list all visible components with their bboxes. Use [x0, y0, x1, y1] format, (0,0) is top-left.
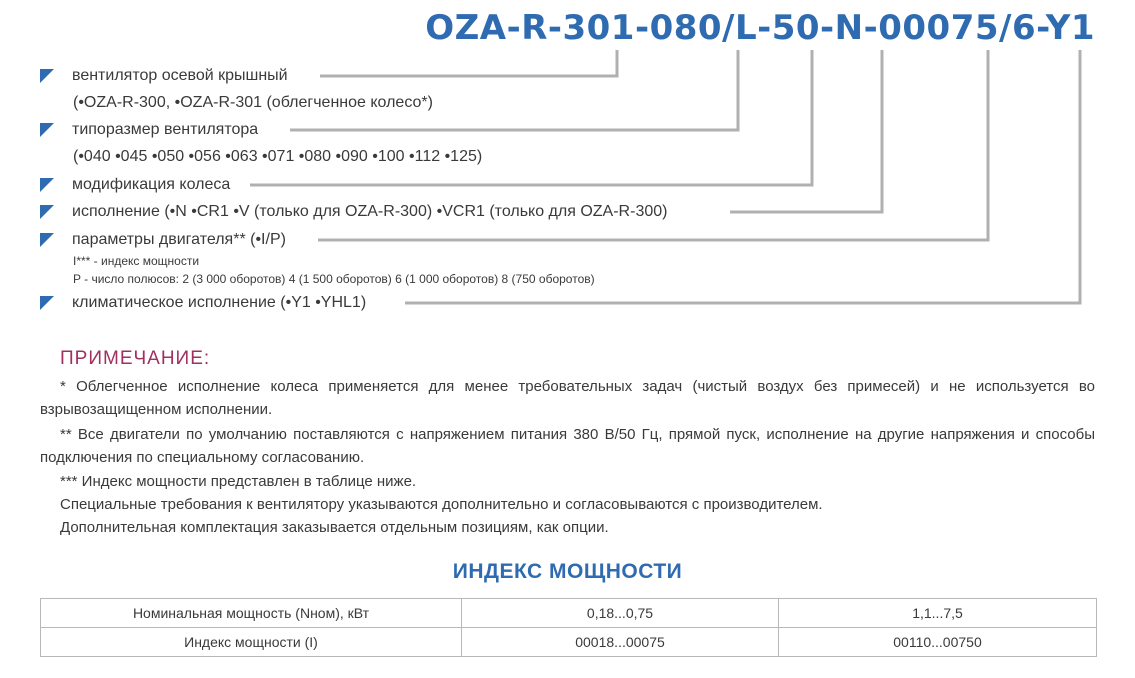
- triangle-bullet-icon: [40, 123, 54, 137]
- product-code: OZA-R-301-080/L-50-N-00075/6-Y1: [425, 8, 1095, 48]
- legend-note: I*** - индекс мощности: [73, 254, 200, 268]
- legend-note: P - число полюсов: 2 (3 000 оборотов) 4 (1 500 оборотов) 6 (1 000 оборотов) 8 (750 оборотов): [73, 272, 595, 286]
- triangle-bullet-icon: [40, 69, 54, 83]
- triangle-bullet-icon: [40, 178, 54, 192]
- legend-sub: (•OZA-R-300, •OZA-R-301 (облегченное колесо*): [73, 94, 433, 111]
- table-cell: 0,18...0,75: [462, 599, 779, 628]
- legend-item-wheel: [40, 174, 236, 196]
- table-row: [41, 628, 1097, 657]
- power-index-table: [40, 598, 1097, 657]
- legend-label: параметры двигателя** (•I/P): [72, 231, 292, 249]
- connector-line-2: [290, 50, 738, 130]
- legend-item-climate: [40, 292, 372, 314]
- note-paragraph: *** Индекс мощности представлен в таблице ниже.: [60, 473, 417, 490]
- table-cell: Номинальная мощность (Nном), кВт: [41, 599, 462, 628]
- power-table-title: ИНДЕКС МОЩНОСТИ: [452, 560, 683, 583]
- triangle-bullet-icon: [40, 205, 54, 219]
- triangle-bullet-icon: [40, 296, 54, 310]
- legend-label: модификация колеса: [72, 176, 236, 194]
- note-paragraph: Специальные требования к вентилятору указываются дополнительно и согласовываются с производителем.: [60, 496, 823, 513]
- connector-line-4: [730, 50, 882, 212]
- table-cell: 00110...00750: [779, 628, 1097, 657]
- table-cell: 00018...00075: [462, 628, 779, 657]
- legend-label: вентилятор осевой крышный: [72, 67, 294, 85]
- table-cell: Индекс мощности (I): [41, 628, 462, 657]
- legend-label: климатическое исполнение (•Y1 •YHL1): [72, 294, 372, 312]
- legend-item-fan-type: [40, 65, 294, 87]
- connector-line-1: [320, 50, 617, 76]
- legend-label: типоразмер вентилятора: [72, 121, 264, 139]
- note-paragraph: ** Все двигатели по умолчанию поставляются с напряжением питания 380 В/50 Гц, прямой пуск, исполнение на другие напряжения и способы подключения по специальному согласованию.: [40, 426, 1095, 466]
- legend-item-version: [40, 201, 673, 223]
- triangle-bullet-icon: [40, 233, 54, 247]
- legend-label: исполнение (•N •CR1 •V (только для OZA-R-300) •VCR1 (только для OZA-R-300): [72, 203, 673, 221]
- connector-line-6: [405, 50, 1080, 303]
- legend-item-size: [40, 119, 264, 141]
- note-title: ПРИМЕЧАНИЕ:: [60, 348, 211, 369]
- table-row: [41, 599, 1097, 628]
- legend-item-motor: [40, 229, 292, 251]
- note-paragraph: Дополнительная комплектация заказывается отдельным позициям, как опции.: [60, 519, 609, 536]
- legend-sub: (•040 •045 •050 •056 •063 •071 •080 •090 •100 •112 •125): [73, 148, 483, 165]
- note-paragraph: * Облегченное исполнение колеса применяется для менее требовательных задач (чистый воздух без примесей) и не используется во взрывозащищенном исполнении.: [40, 378, 1095, 418]
- table-cell: 1,1...7,5: [779, 599, 1097, 628]
